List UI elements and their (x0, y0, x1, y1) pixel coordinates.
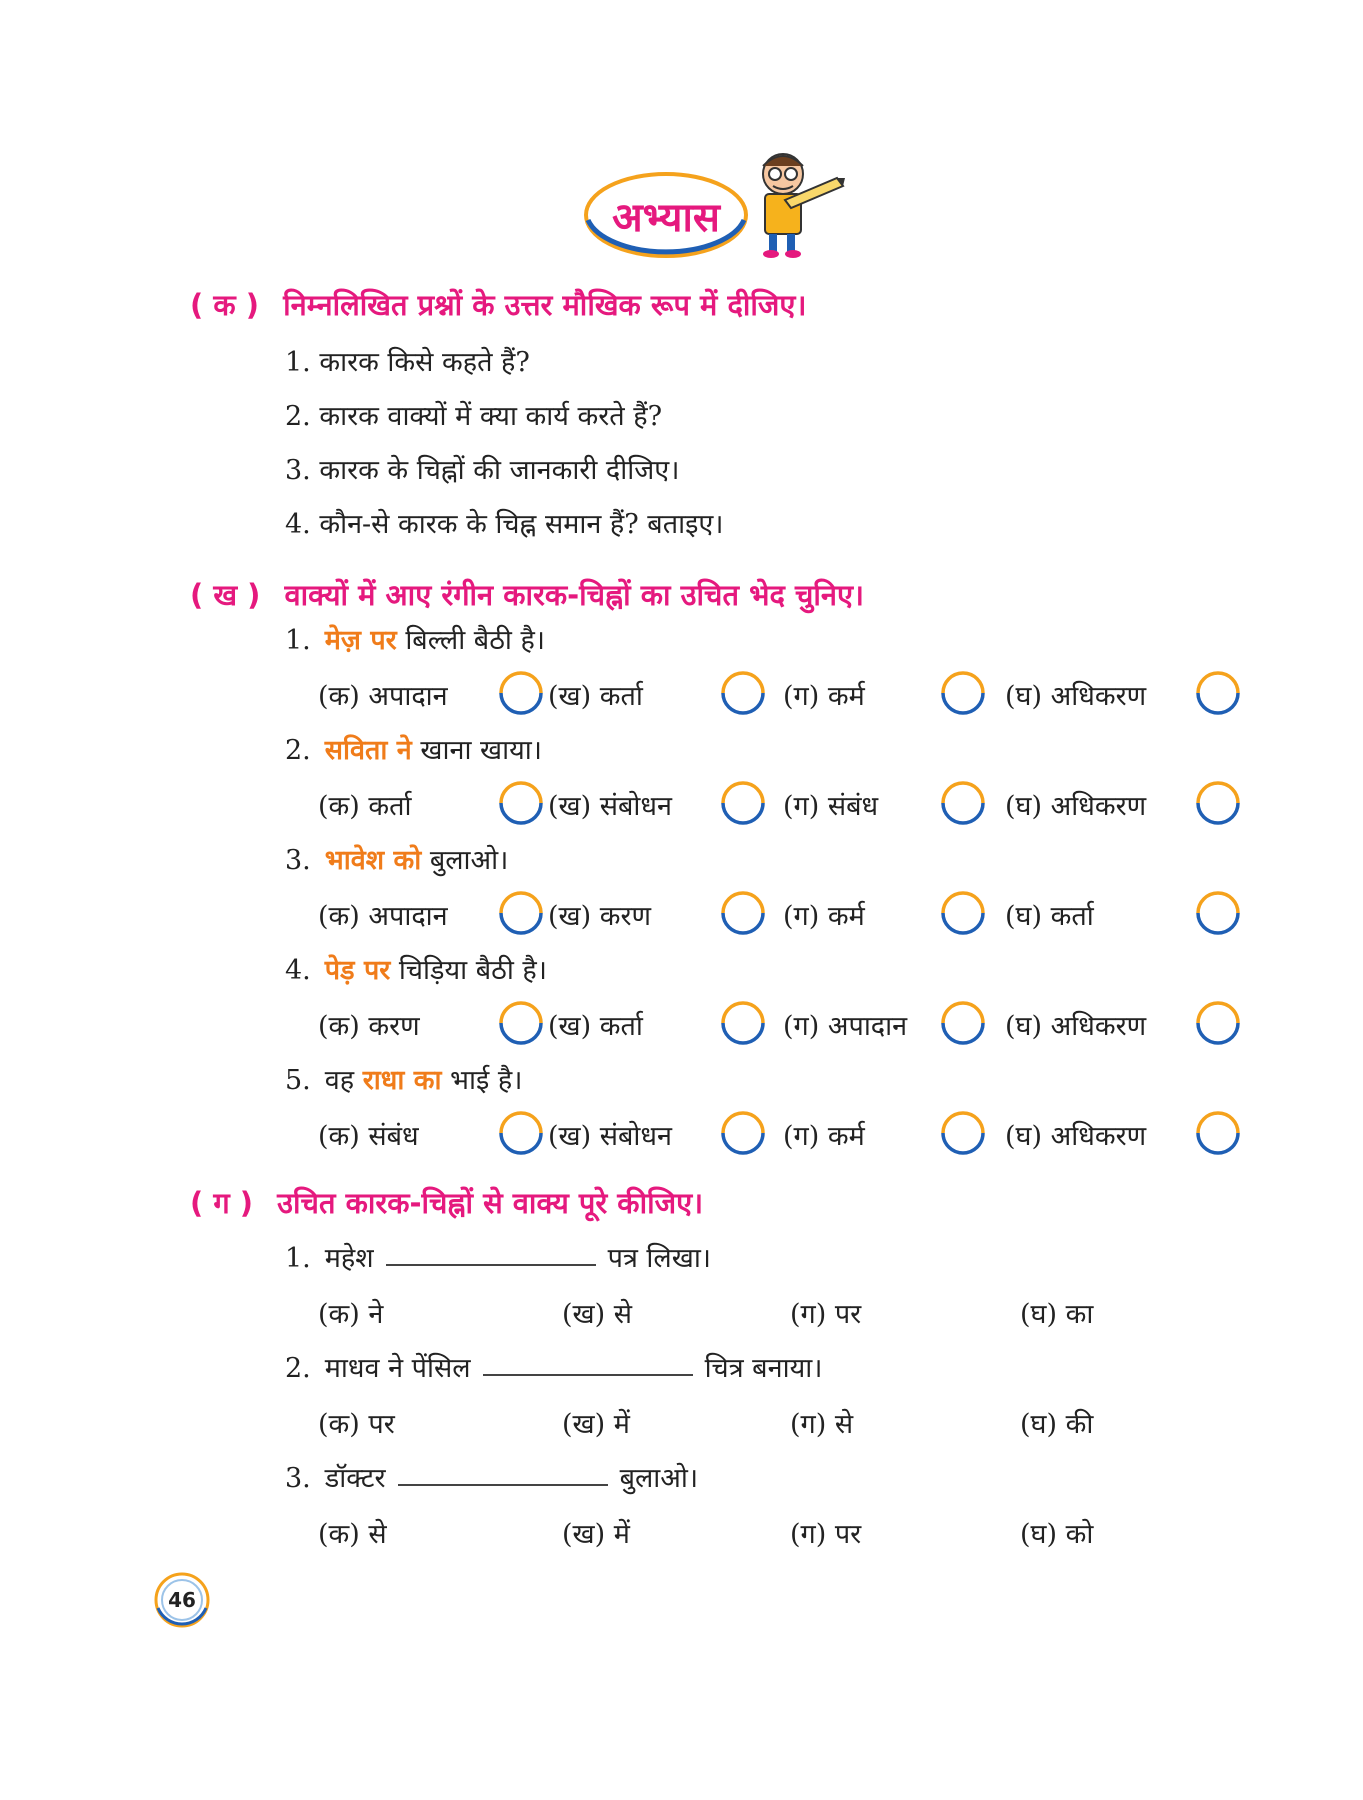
kha-option-radio[interactable] (1195, 780, 1241, 826)
kha-option-radio[interactable] (720, 1110, 766, 1156)
ga-option[interactable]: (घ) का (1020, 1299, 1094, 1330)
page-number-badge (152, 1570, 212, 1630)
question-4: 4. कौन-से कारक के चिह्न समान हैं? बताइए। (285, 509, 724, 540)
section-ka-heading (190, 285, 806, 324)
ga-item-number: 3. (285, 1463, 311, 1494)
kha-option-label: (ख) संबोधन (548, 791, 672, 822)
kha-option-label: (ख) कर्ता (548, 1011, 643, 1042)
kha-item-1 (285, 620, 545, 657)
kha-option-radio[interactable] (498, 1000, 544, 1046)
question-2: 2. कारक वाक्यों में क्या कार्य करते हैं? (285, 401, 663, 432)
answer-blank[interactable] (386, 1254, 596, 1266)
ga-item-2 (285, 1348, 822, 1385)
kha-option-label: (ख) कर्ता (548, 681, 643, 712)
question-1: 1. कारक किसे कहते हैं? (285, 347, 530, 378)
kha-option-radio[interactable] (720, 1000, 766, 1046)
section-ka-title: निम्नलिखित प्रश्नों के उत्तर मौखिक रूप में दीजिए। (283, 288, 807, 322)
kha-option-label: (घ) अधिकरण (1005, 1011, 1147, 1042)
kha-option-label: (घ) अधिकरण (1005, 1121, 1147, 1152)
kha-option-radio[interactable] (940, 890, 986, 936)
kha-option-radio[interactable] (498, 890, 544, 936)
kha-option-label: (क) संबंध (318, 1121, 419, 1152)
kha-option-radio[interactable] (720, 890, 766, 936)
kha-option-label: (ग) कर्म (783, 901, 865, 932)
ga-item-pre: माधव ने पेंसिल (324, 1353, 471, 1384)
kha-option-label: (क) अपादान (318, 681, 448, 712)
answer-blank[interactable] (398, 1474, 608, 1486)
kha-option-label: (ग) संबंध (783, 791, 879, 822)
pencil-boy-mascot-icon (745, 148, 845, 260)
kha-item-number: 5. (285, 1065, 311, 1096)
kha-option-label: (ग) अपादान (783, 1011, 908, 1042)
kha-item-highlight: मेज़ पर (324, 625, 397, 656)
ga-item-number: 2. (285, 1353, 311, 1384)
ga-item-post: बुलाओ। (619, 1463, 699, 1494)
ga-option[interactable]: (क) से (318, 1519, 387, 1550)
ga-option[interactable]: (क) पर (318, 1409, 395, 1440)
section-ga-label: ( ग ) (190, 1186, 254, 1220)
kha-option-label: (क) कर्ता (318, 791, 412, 822)
kha-item-4 (285, 950, 547, 987)
kha-option-radio[interactable] (1195, 1000, 1241, 1046)
kha-item-number: 4. (285, 955, 311, 986)
kha-item-highlight: भावेश को (324, 845, 422, 876)
question-3: 3. कारक के चिह्नों की जानकारी दीजिए। (285, 455, 680, 486)
kha-option-label: (ख) करण (548, 901, 652, 932)
ga-item-number: 1. (285, 1243, 311, 1274)
kha-item-number: 3. (285, 845, 311, 876)
kha-item-3 (285, 840, 508, 877)
kha-option-label: (ख) संबोधन (548, 1121, 672, 1152)
ga-item-pre: महेश (324, 1243, 374, 1274)
abhyas-title: अभ्यास (612, 194, 720, 241)
kha-option-label: (घ) अधिकरण (1005, 681, 1147, 712)
kha-option-label: (घ) कर्ता (1005, 901, 1094, 932)
ga-option[interactable]: (ग) पर (790, 1519, 862, 1550)
kha-option-radio[interactable] (498, 1110, 544, 1156)
kha-item-number: 1. (285, 625, 311, 656)
abhyas-badge (582, 170, 750, 260)
kha-item-post: बिल्ली बैठी है। (396, 625, 546, 656)
kha-item-highlight: पेड़ पर (324, 955, 391, 986)
kha-option-radio[interactable] (498, 780, 544, 826)
section-ka-label: ( क ) (190, 288, 259, 322)
kha-option-radio[interactable] (940, 670, 986, 716)
page-number: 46 (168, 1588, 196, 1612)
kha-option-label: (घ) अधिकरण (1005, 791, 1147, 822)
kha-item-2 (285, 730, 542, 767)
kha-option-label: (क) अपादान (318, 901, 448, 932)
section-ga-title: उचित कारक-चिह्नों से वाक्य पूरे कीजिए। (277, 1186, 704, 1220)
kha-option-radio[interactable] (940, 1110, 986, 1156)
ga-option[interactable]: (घ) की (1020, 1409, 1094, 1440)
ga-item-post: चित्र बनाया। (704, 1353, 823, 1384)
kha-option-radio[interactable] (1195, 670, 1241, 716)
kha-item-post: बुलाओ। (421, 845, 509, 876)
kha-item-post: चिड़िया बैठी है। (390, 955, 547, 986)
ga-item-1 (285, 1238, 711, 1275)
kha-item-post: भाई है। (441, 1065, 523, 1096)
ga-option[interactable]: (ख) से (562, 1299, 632, 1330)
kha-option-label: (ग) कर्म (783, 1121, 865, 1152)
kha-option-radio[interactable] (720, 780, 766, 826)
section-ga-heading (190, 1183, 703, 1222)
section-kha-label: ( ख ) (190, 578, 261, 612)
ga-item-3 (285, 1458, 698, 1495)
kha-item-post: खाना खाया। (411, 735, 542, 766)
ga-option[interactable]: (ग) से (790, 1409, 854, 1440)
section-kha-heading (190, 575, 864, 614)
kha-option-label: (ग) कर्म (783, 681, 865, 712)
kha-item-5 (285, 1060, 522, 1097)
ga-option[interactable]: (क) ने (318, 1299, 384, 1330)
kha-item-pre: वह (324, 1065, 363, 1096)
ga-item-post: पत्र लिखा। (607, 1243, 712, 1274)
kha-option-radio[interactable] (940, 780, 986, 826)
ga-option[interactable]: (ख) में (562, 1409, 630, 1440)
ga-option[interactable]: (ग) पर (790, 1299, 862, 1330)
kha-option-radio[interactable] (940, 1000, 986, 1046)
answer-blank[interactable] (483, 1364, 693, 1376)
kha-item-number: 2. (285, 735, 311, 766)
kha-item-highlight: राधा का (362, 1065, 442, 1096)
kha-option-radio[interactable] (1195, 1110, 1241, 1156)
ga-option[interactable]: (ख) में (562, 1519, 630, 1550)
section-kha-title: वाक्यों में आए रंगीन कारक-चिह्नों का उचित भेद चुनिए। (284, 578, 865, 612)
kha-option-radio[interactable] (720, 670, 766, 716)
kha-option-radio[interactable] (498, 670, 544, 716)
kha-item-highlight: सविता ने (324, 735, 412, 766)
kha-option-label: (क) करण (318, 1011, 420, 1042)
kha-option-radio[interactable] (1195, 890, 1241, 936)
ga-item-pre: डॉक्टर (324, 1463, 386, 1494)
ga-option[interactable]: (घ) को (1020, 1519, 1094, 1550)
